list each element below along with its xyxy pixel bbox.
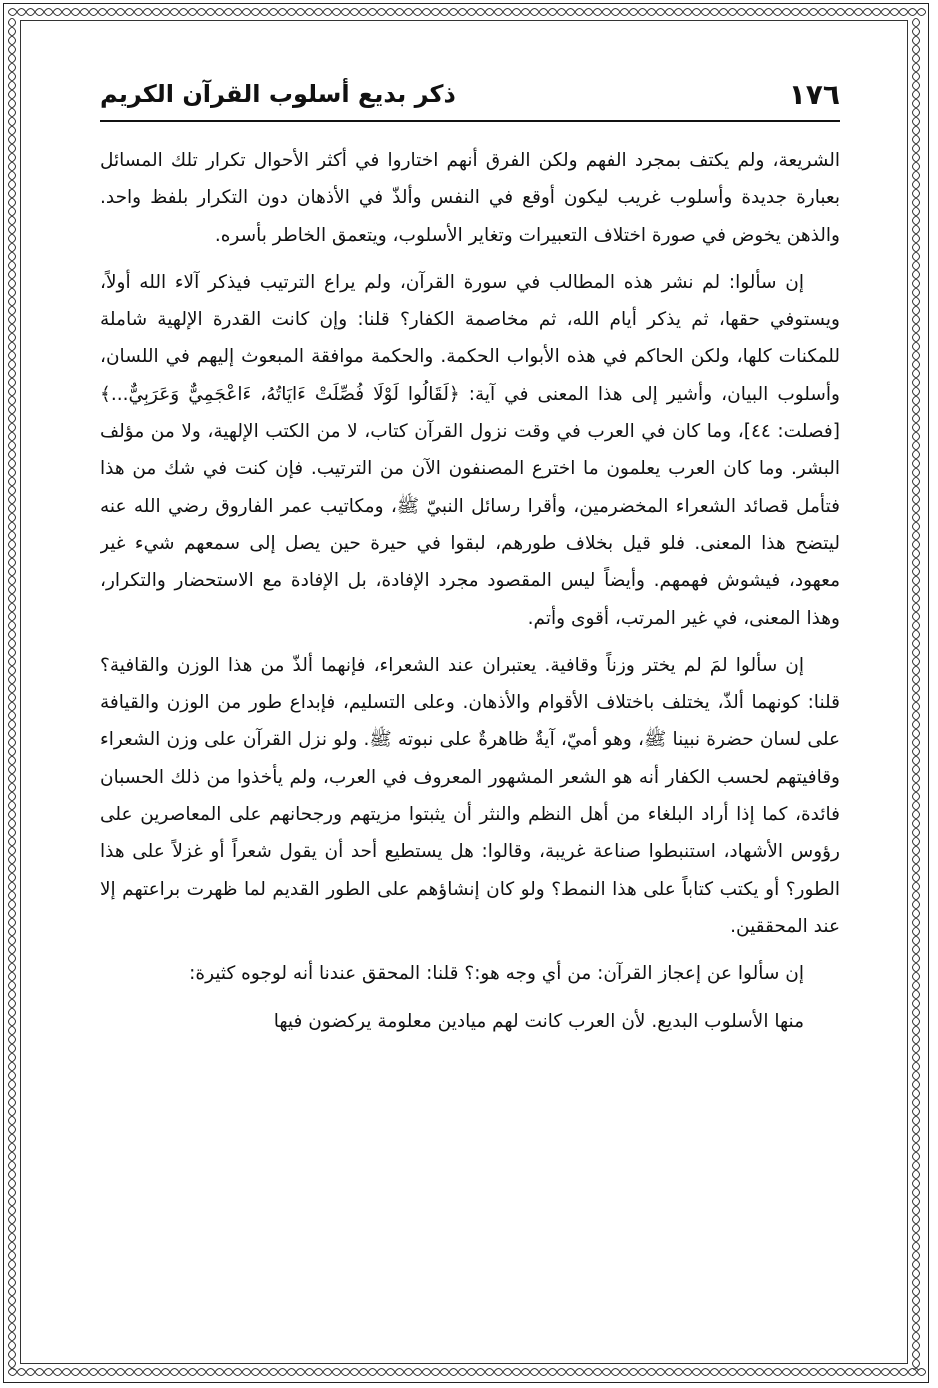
paragraph: إن سألوا عن إعجاز القرآن: من أي وجه هو:؟ قلنا: المحقق عندنا أنه لوجوه كثيرة:	[189, 963, 804, 985]
paragraph: إن سألوا لمَ لم يختر وزناً وقافية. يعتبران عند الشعراء، فإنهما ألذّ من هذا الوزن والقافية؟ قلنا: كونهما ألذّ، يختلف باختلاف الأقوام والأذهان. وعلى التسليم، فإبداع طور من الوزن والقيافة على لسان حضرة نبينا ﷺ، وهو أميّ، آيةٌ ظاهرةٌ على نبوته ﷺ. ولو نزل القرآن على وزن الشعراء وقافيتهم لحسب الكفار أنه هو الشعر المشهور المعروف في العرب، ولم يأخذوا من ذلك الحسبان فائدة، كما إذا أراد البلغاء من أهل النظم والنثر أن يثبتوا مزيتهم ورجحانهم على المعاصرين على رؤوس الأشهاد، استنبطوا صناعة غريبة، وقالوا: هل يستطيع أحد أن يقول شعراً أو غزلاً على هذا الطور؟ أو يكتب كتاباً على هذا النمط؟ ولو كان إنشاؤهم على الطور القديم لما ظهرت براعتهم إلا عند المحققين.	[100, 654, 840, 937]
page-header	[100, 72, 840, 116]
header-rule	[100, 120, 840, 122]
running-title: ذكر بديع أسلوب القرآن الكريم	[100, 80, 456, 108]
ornamental-border-top	[8, 4, 926, 20]
ornamental-border-left	[4, 18, 20, 1370]
ornamental-border-right	[908, 18, 924, 1370]
page-number: ١٧٦	[788, 77, 840, 111]
chain-pattern-top	[8, 4, 926, 20]
paragraph: إن سألوا: لم نشر هذه المطالب في سورة القرآن، ولم يراع الترتيب فيذكر آلاء الله أولاً، ويستوفي حقها، ثم يذكر أيام الله، ثم مخاصمة الكفار؟ قلنا: وإن كانت القدرة الإلهية شاملة للمكنات كلها، ولكن الحاكم في هذه الأبواب الحكمة. والحكمة موافقة المبعوث إليهم في اللسان، وأسلوب البيان، وأشير إلى هذا المعنى في آية: ﴿لَقَالُوا لَوْلَا فُصِّلَتْ ءَايَاتُهُ، ءَاعْجَمِيٌّ وَعَرَبِيٌّ...﴾ [فصلت: ٤٤]، وما كان في العرب في وقت نزول القرآن كتاب، لا من الكتب الإلهية، ولا من مؤلف البشر. وما كان العرب يعلمون ما اخترع المصنفون الآن من الترتيب. فإن كنت في شك من هذا فتأمل قصائد الشعراء المخضرمين، وأقرا رسائل النبيّ ﷺ، ومكاتيب عمر الفاروق رضي الله عنه ليتضح هذا المعنى. فلو قيل بخلاف طورهم، لبقوا في حيرة حين يصل إلى سمعهم شيء غير معهود، فيشوش فهمهم. وأيضاً ليس المقصود مجرد الإفادة، بل الإفادة مع الاستحضار والتكرار، وهذا المعنى، في غير المرتب، أقوى وأتم.	[100, 271, 840, 629]
chain-pattern-bottom	[8, 1364, 926, 1380]
paragraph: الشريعة، ولم يكتف بمجرد الفهم ولكن الفرق أنهم اختاروا في أكثر الأحوال تكرار تلك المسائل بعبارة جديدة وأسلوب غريب ليكون أوقع في النفس وألذّ في الأذهان دون التكرار بلفظ واحد. والذهن يخوض في صورة اختلاف التعبيرات وتغاير الأسلوب، ويتعمق الخاطر بأسره.	[100, 150, 840, 246]
ornamental-border-bottom	[8, 1364, 926, 1380]
chain-pattern-right	[908, 18, 924, 1370]
page-body	[100, 142, 840, 1342]
paragraph: منها الأسلوب البديع. لأن العرب كانت لهم ميادين معلومة يركضون فيها	[273, 1010, 804, 1032]
chain-pattern-left	[4, 18, 20, 1370]
